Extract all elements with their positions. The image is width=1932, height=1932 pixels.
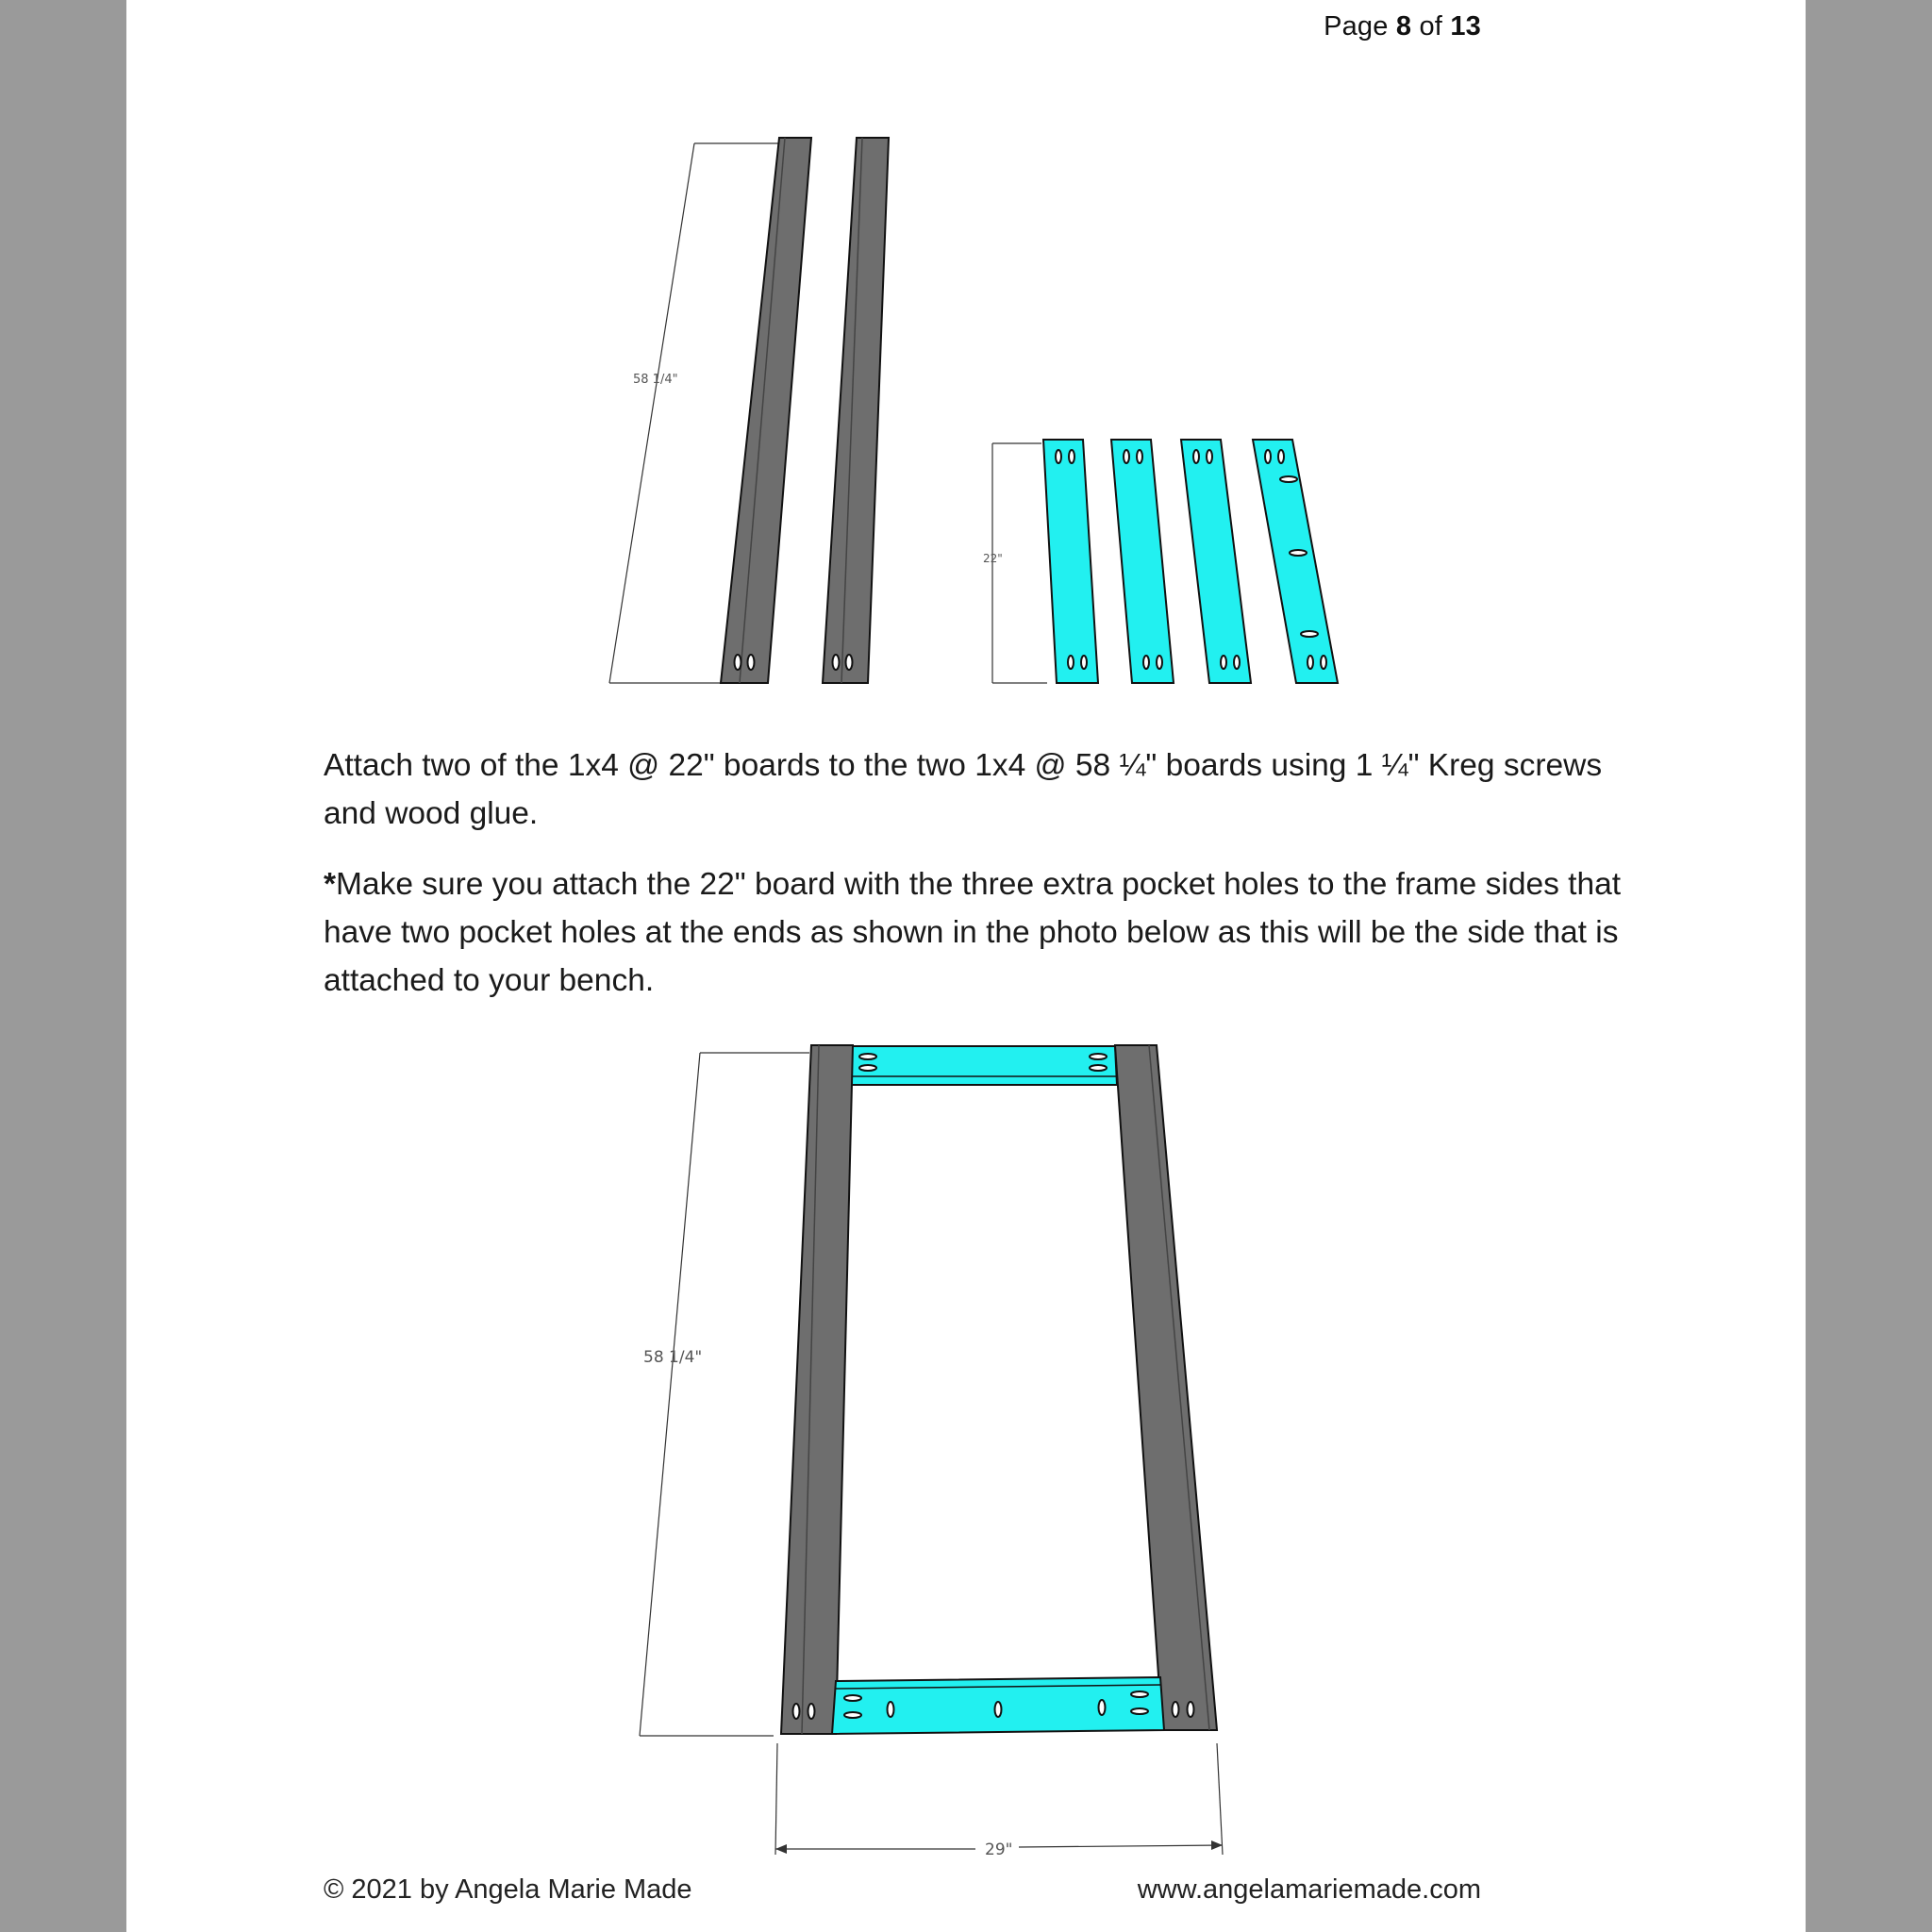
document-page [126,0,1806,1932]
long-board-dimension-label: 58 1/4" [633,373,678,387]
short-board-dimension-label: 22" [983,552,1003,565]
page-total: 13 [1450,11,1481,42]
long-board-1 [721,138,811,683]
bottom-crosspiece-extra-holes [832,1677,1164,1734]
page-current: 8 [1395,11,1412,42]
page-number: Page 8 of 13 [1324,11,1481,42]
footer-copyright: © 2021 by Angela Marie Made [324,1874,692,1905]
boards-illustration [126,0,1806,717]
instruction-paragraph: Attach two of the 1x4 @ 22" boards to the two 1x4 @ 58 ¼" boards using 1 ¼" Kreg screws and wood glue. [324,748,1603,831]
frame-width-dimension [775,1743,1223,1855]
note-asterisk: * [324,867,337,902]
top-crosspiece [836,1046,1117,1085]
right-frame-side [1115,1045,1217,1730]
long-board-2 [823,138,889,683]
left-frame-side [781,1045,853,1734]
note-paragraph: *Make sure you attach the 22" board with the three extra pocket holes to the frame sides that have two pocket holes at the ends as shown in the photo below as this will be the side that is attached to your bench. [324,867,1622,998]
frame-length-dimension-label: 58 1/4" [643,1348,703,1367]
footer-website: www.angelamariemade.com [1137,1874,1481,1905]
frame-length-dimension [640,1053,809,1736]
short-board-3 [1181,440,1251,683]
short-board-1 [1043,440,1098,683]
short-board-4-extra-holes [1253,440,1338,683]
frame-width-dimension-label: 29" [985,1840,1013,1859]
short-board-2 [1111,440,1174,683]
